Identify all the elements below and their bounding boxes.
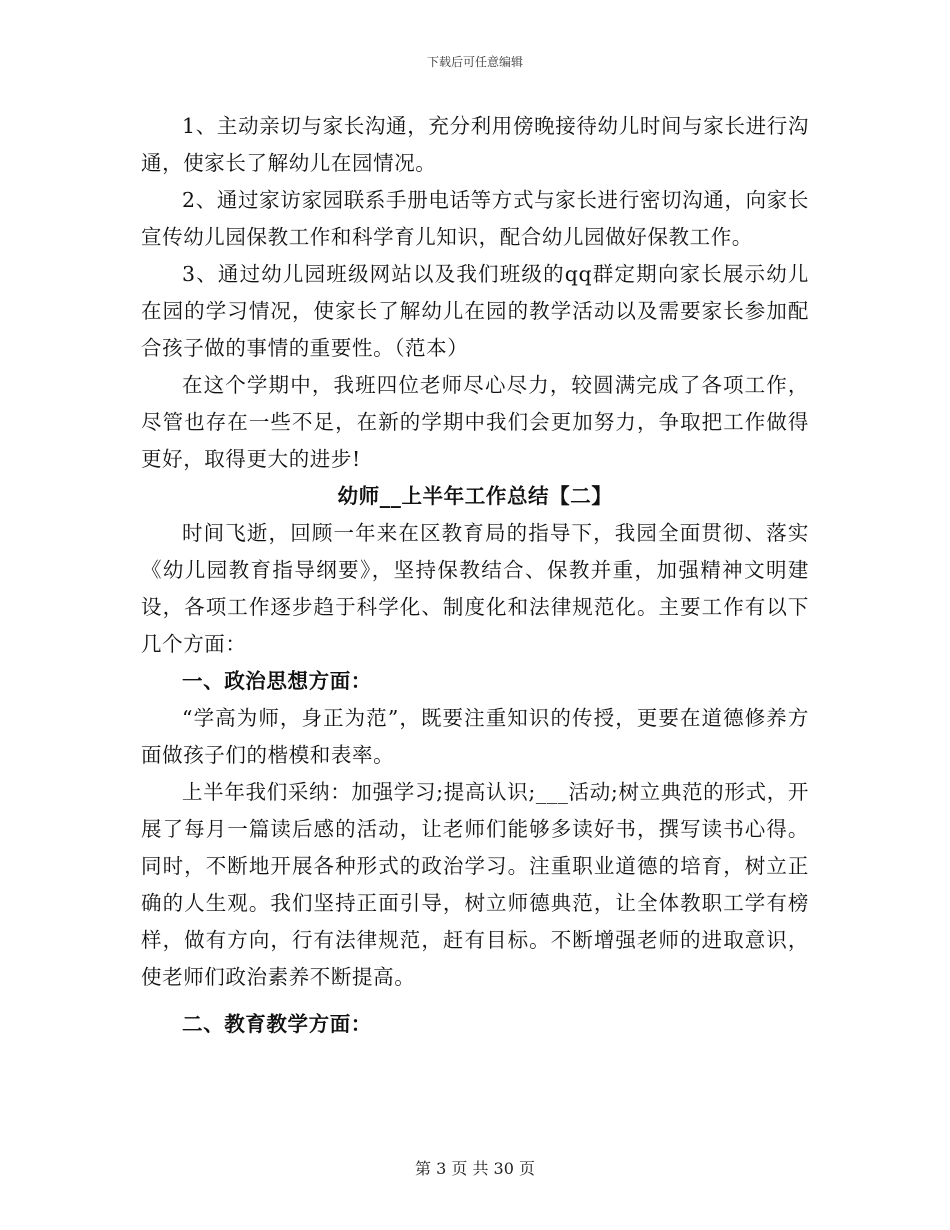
political-paragraph-1: “学高为师，身正为范”，既要注重知识的传授，更要在道德修养方面做孩子们的楷模和表率。 xyxy=(141,706,809,767)
paragraph-item-2: 2、通过家访家园联系手册电话等方式与家长进行密切沟通，向家长宣传幼儿园保教工作和科学育儿知识，配合幼儿园做好保教工作。 xyxy=(141,188,809,249)
page-header-note: 下载后可任意编辑 xyxy=(426,55,523,69)
page-footer: 第 3 页 共 30 页 xyxy=(415,1159,535,1178)
sub-heading-education: 二、教育教学方面： xyxy=(182,1012,372,1036)
document-body xyxy=(141,108,809,1043)
paragraph-conclusion: 在这个学期中，我班四位老师尽心尽力，较圆满完成了各项工作，尽管也存在一些不足，在新的学期中我们会更加努力，争取把工作做得更好，取得更大的进步! xyxy=(141,373,809,471)
sub-heading-political: 一、政治思想方面： xyxy=(182,669,372,693)
paragraph-item-3: 3、通过幼儿园班级网站以及我们班级的qq群定期向家长展示幼儿在园的学习情况，使家长了解幼儿在园的教学活动以及需要家长参加配合孩子做的事情的重要性。（范本） xyxy=(141,262,809,360)
section-title: 幼师__上半年工作总结【二】 xyxy=(337,484,613,508)
section-intro: 时间飞逝，回顾一年来在区教育局的指导下，我园全面贯彻、落实《幼儿园教育指导纲要》，坚持保教结合、保教并重，加强精神文明建设，各项工作逐步趋于科学化、制度化和法律规范化。主要工作有以下几个方面： xyxy=(141,521,809,656)
spacer xyxy=(141,996,809,1006)
political-paragraph-2: 上半年我们采纳：加强学习;提高认识;___活动;树立典范的形式，开展了每月一篇读后感的活动，让老师们能够多读好书，撰写读书心得。同时，不断地开展各种形式的政治学习。注重职业道德的培育，树立正确的人生观。我们坚持正面引导，树立师德典范，让全体教职工学有榜样，做有方向，行有法律规范，赶有目标。不断增强老师的进取意识，使老师们政治素养不断提高。 xyxy=(141,780,809,989)
paragraph-item-1: 1、主动亲切与家长沟通，充分利用傍晚接待幼儿时间与家长进行沟通，使家长了解幼儿在园情况。 xyxy=(141,114,809,175)
